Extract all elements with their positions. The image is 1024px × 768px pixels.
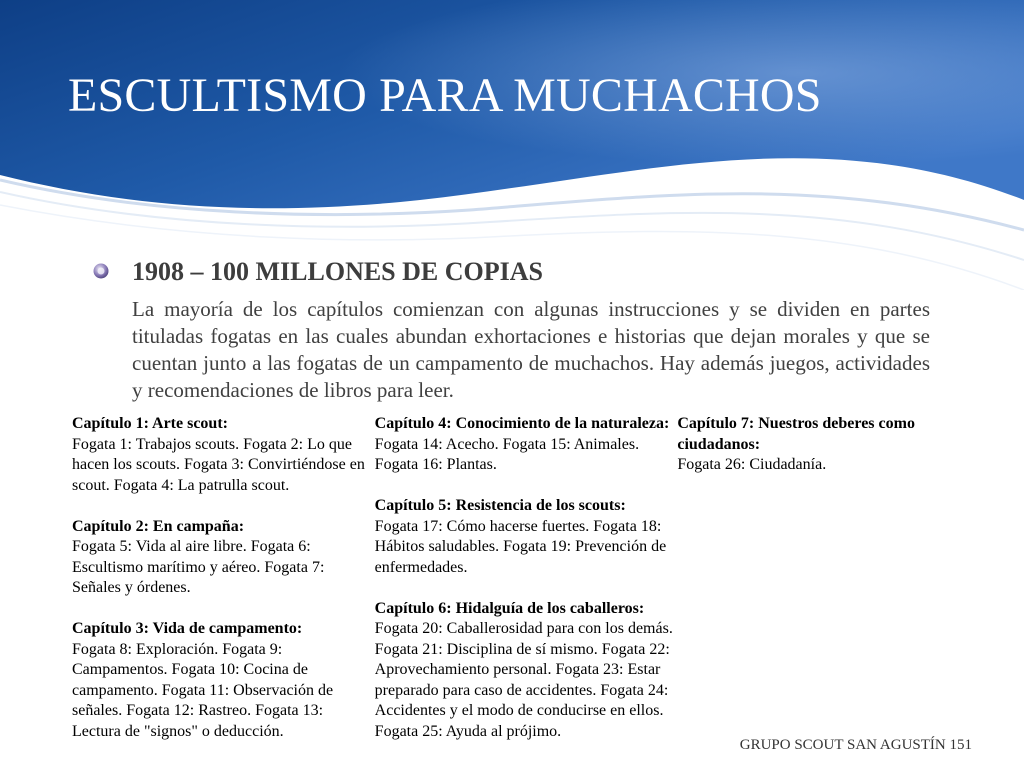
- chapter-block: [72, 414, 371, 496]
- chapter-block: [72, 517, 371, 599]
- chapters-column-3: [677, 414, 976, 744]
- chapter-block: [375, 599, 674, 743]
- chapter-text: Fogata 20: Caballerosidad para con los demás. Fogata 21: Disciplina de sí mismo. Fogata 22: Aprovechamiento personal. Fogata 23: Estar preparado para caso de accidentes. Fogata 24: Accidentes y el modo de conducirse en ellos. Fogata 25: Ayuda al prójimo.: [374, 620, 673, 740]
- chapter-text: Fogata 5: Vida al aire libre. Fogata 6: Escultismo marítimo y aéreo. Fogata 7: Señales y órdenes.: [72, 538, 325, 596]
- chapter-title: Capítulo 6: Hidalguía de los caballeros:: [374, 599, 645, 617]
- chapter-title: Capítulo 7: Nuestros deberes como ciudadanos:: [677, 415, 915, 453]
- footer-text: GRUPO SCOUT SAN AGUSTÍN 151: [739, 737, 972, 753]
- chapter-text: Fogata 1: Trabajos scouts. Fogata 2: Lo que hacen los scouts. Fogata 3: Convirtiéndose en scout. Fogata 4: La patrulla scout.: [72, 435, 365, 494]
- chapter-text: Fogata 14: Acecho. Fogata 15: Animales. Fogata 16: Plantas.: [374, 435, 640, 473]
- chapter-block: [72, 619, 371, 742]
- chapter-text: Fogata 8: Exploración. Fogata 9: Campamentos. Fogata 10: Cocina de campamento. Fogata 11: Observación de señales. Fogata 12: Rastreo. Fogata 13: Lectura de "signos" o deducción.: [72, 640, 334, 740]
- chapter-block: [375, 496, 674, 578]
- chapters-column-2: [375, 414, 674, 744]
- chapter-text: Fogata 26: Ciudadanía.: [677, 456, 827, 473]
- chapter-title: Capítulo 1: Arte scout:: [72, 415, 228, 432]
- bullet-body-text: La mayoría de los capítulos comienzan con algunas instrucciones y se dividen en partes tituladas fogatas en las cuales abundan exhortaciones e historias que dejan morales y que se cuentan junto a las fogatas de un campamento de muchachos. Hay además juegos, actividades y recomendaciones de libros para leer.: [132, 297, 930, 402]
- chapters-text-box: [72, 414, 976, 744]
- chapter-title: Capítulo 4: Conocimiento de la naturaleza:: [374, 415, 670, 432]
- header-background: [0, 0, 1024, 290]
- chapter-title: Capítulo 5: Resistencia de los scouts:: [374, 497, 626, 514]
- bullet-heading: 1908 – 100 MILLONES DE COPIAS: [132, 257, 543, 286]
- chapter-block: [677, 414, 976, 476]
- chapter-text: Fogata 17: Cómo hacerse fuertes. Fogata 18: Hábitos saludables. Fogata 19: Prevención de enfermedades.: [374, 517, 667, 576]
- slide-title: ESCULTISMO PARA MUCHACHOS: [68, 69, 822, 122]
- chapter-block: [375, 414, 674, 476]
- chapter-title: Capítulo 3: Vida de campamento:: [72, 620, 303, 637]
- chapter-title: Capítulo 2: En campaña:: [72, 517, 245, 535]
- chapters-column-1: [72, 414, 371, 744]
- bullet-circle-icon: [93, 263, 109, 279]
